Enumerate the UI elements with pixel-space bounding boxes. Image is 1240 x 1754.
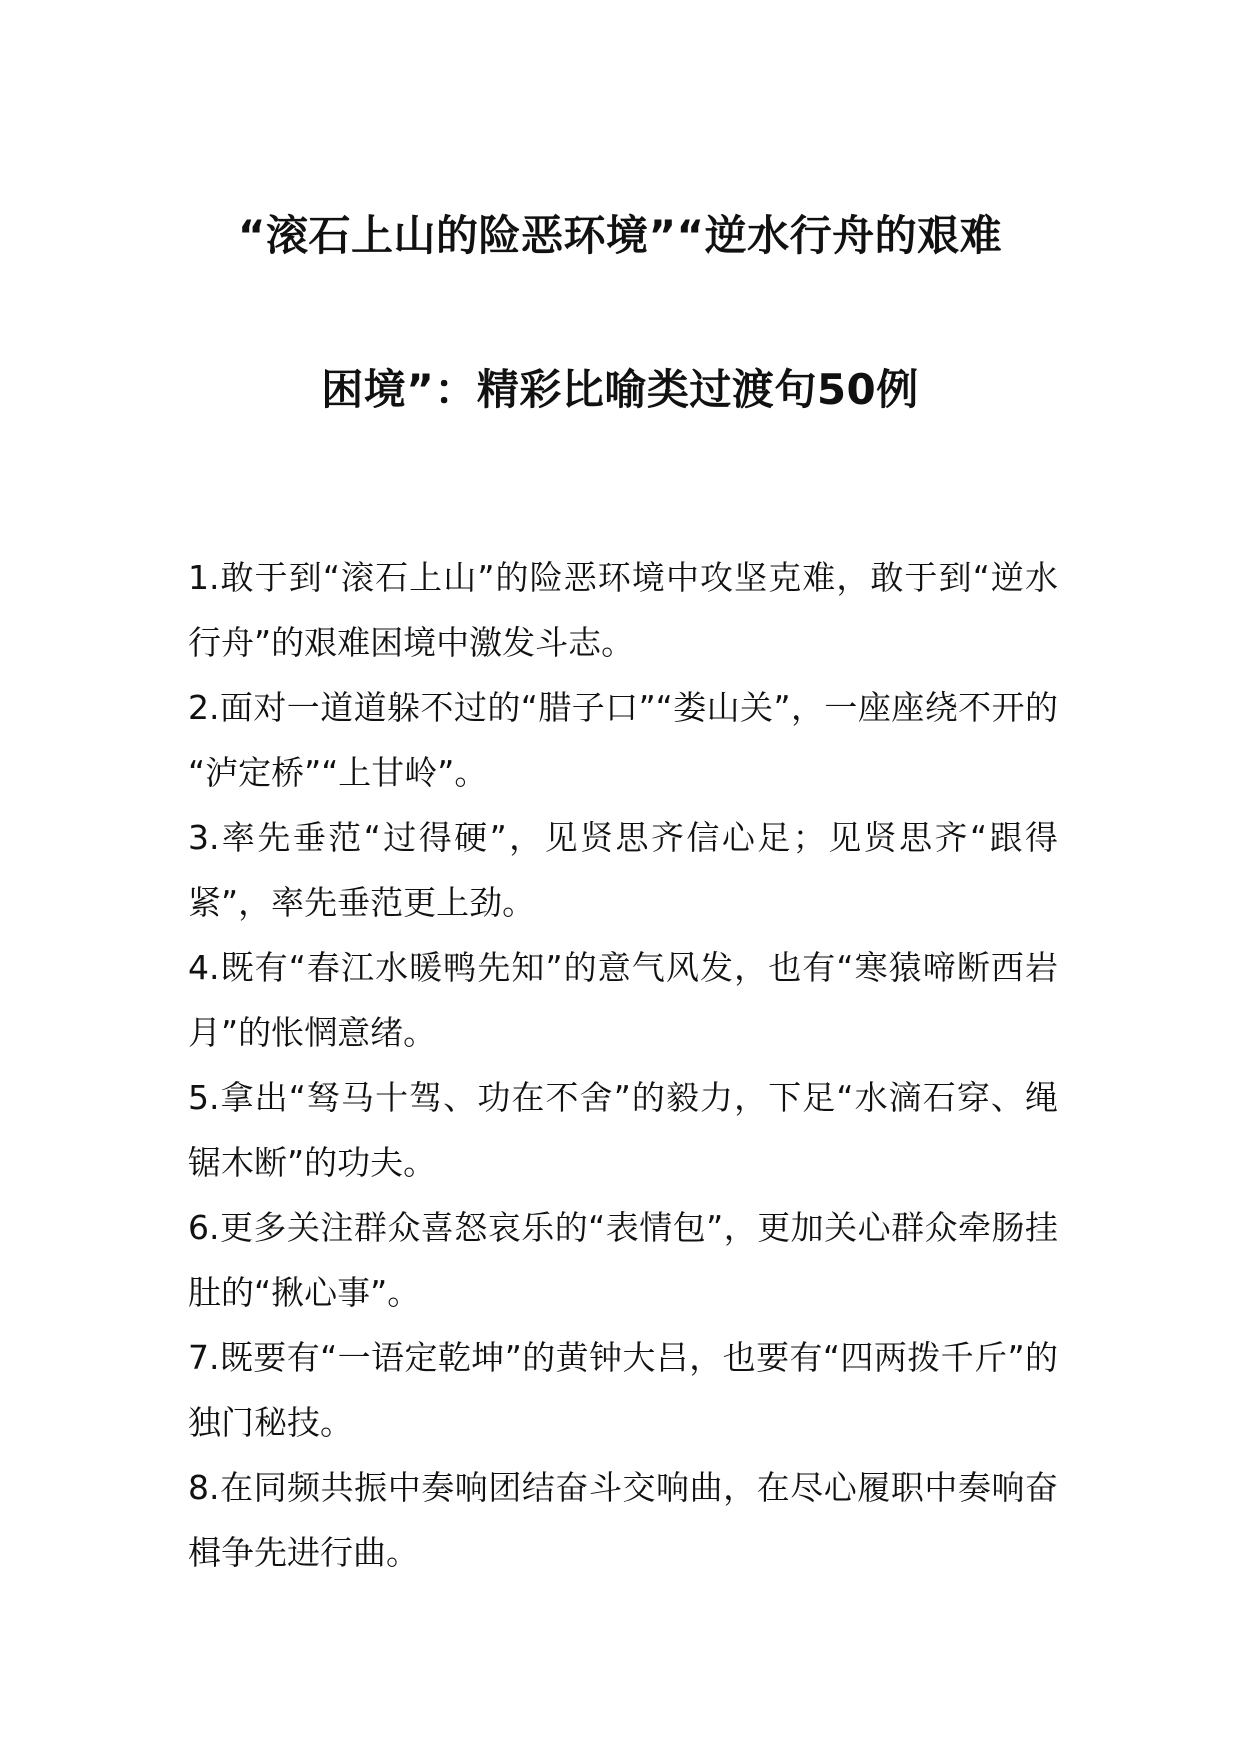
list-item-1: 1.敢于到“滚石上山”的险恶环境中攻坚克难，敢于到“逆水行舟”的艰难困境中激发斗志。 bbox=[188, 558, 1058, 662]
list-item-8: 8.在同频共振中奏响团结奋斗交响曲，在尽心履职中奏响奋楫争先进行曲。 bbox=[188, 1468, 1058, 1572]
list-item-5: 5.拿出“驽马十驾、功在不舍”的毅力，下足“水滴石穿、绳锯木断”的功夫。 bbox=[188, 1078, 1058, 1182]
list-item-2: 2.面对一道道躲不过的“腊子口”“娄山关”，一座座绕不开的 “泸定桥”“上甘岭”。 bbox=[188, 688, 1058, 792]
document-title-line-1: “滚石上山的险恶环境”“逆水行舟的艰难 bbox=[237, 211, 1003, 260]
document-body bbox=[188, 545, 1058, 1585]
list-item-3: 3.率先垂范“过得硬”，见贤思齐信心足；见贤思齐“跟得紧”，率先垂范更上劲。 bbox=[188, 818, 1058, 922]
list-item-7: 7.既要有“一语定乾坤”的黄钟大吕，也要有“四两拨千斤”的独门秘技。 bbox=[188, 1338, 1058, 1442]
document-title-line-2: 困境”：精彩比喻类过渡句50例 bbox=[321, 365, 919, 414]
list-item-6: 6.更多关注群众喜怒哀乐的“表情包”，更加关心群众牵肠挂肚的“揪心事”。 bbox=[188, 1208, 1058, 1312]
list-item-4: 4.既有“春江水暖鸭先知”的意气风发，也有“寒猿啼断西岩月”的怅惘意绪。 bbox=[188, 948, 1058, 1052]
